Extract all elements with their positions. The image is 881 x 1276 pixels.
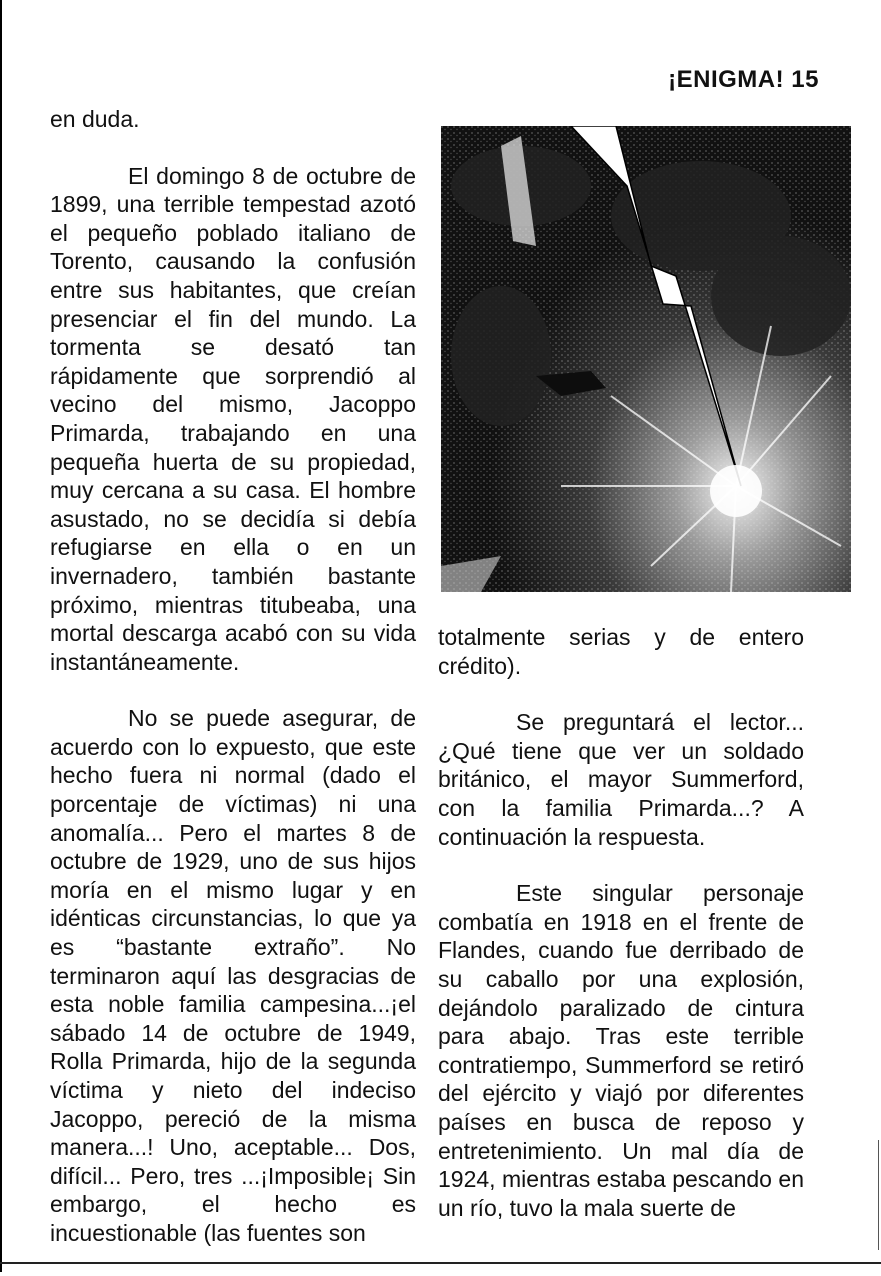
running-header: ¡ENIGMA! 15: [668, 66, 819, 93]
right-column: [438, 623, 804, 1250]
left-paragraph-storm: El domingo 8 de octubre de 1899, una terrible tempestad azotó el pequeño poblado italiano de Torento, causando la confusión entre sus habitantes, que creían presenciar el fin del mundo. La tormenta se desató tan rápidamente que sorprendió al vecino del mismo, Jacoppo Primarda, trabajando en una pequeña huerta de su propiedad, muy cercana a su casa. El hombre asustado, no se decidía si debía refugiarse en ella o en un invernadero, también bastante próximo, mientras titubeaba, una mortal descarga acabó con su vida instantáneamente.: [50, 162, 416, 675]
left-paragraph-anomaly: No se puede asegurar, de acuerdo con lo expuesto, que este hecho fuera ni normal (dado el porcentaje de víctimas) ni una anomalía... Pero el martes 8 de octubre de 1929, uno de sus hijos moría en el mismo lugar y en idénticas circunstancias, lo que ya es “bastante extraño”. No terminaron aquí las desgracias de esta noble familia campesina...¡el sábado 14 de octubre de 1949, Rolla Primarda, hijo de la segunda víctima y nieto del indeciso Jacoppo, pereció de la misma manera...! Uno, aceptable... Dos, difícil... Pero, tres ...¡Imposible¡ Sin embargo, el hecho es incuestionable (las fuentes son: [50, 705, 416, 1246]
right-paragraph-summerford: Este singular personaje combatía en 1918 en el frente de Flandes, cuando fue derribado de su caballo por una explosión, dejándolo paralizado de cintura para abajo. Tras este terrible contratiempo, Summerford se retiró del ejército y viajó por diferentes países en busca de reposo y entretenimiento. Un mal día de 1924, mientras estaba pescando en un río, tuvo la mala suerte de: [438, 880, 804, 1221]
page-right-edge-mark: [878, 1140, 879, 1250]
lightning-strike-illustration: [441, 126, 851, 592]
lightning-illustration-art: [441, 126, 851, 592]
impact-flash: [710, 465, 762, 517]
left-continuation-text: en duda.: [50, 106, 140, 132]
right-paragraph-question: Se preguntará el lector...¿Qué tiene que ver un soldado británico, el mayor Summerford, con la familia Primarda...? A continuación la respuesta.: [438, 709, 804, 850]
left-column: [50, 105, 416, 1276]
right-continuation-text: totalmente serias y de entero crédito).: [438, 624, 804, 679]
page-left-border: [0, 0, 2, 1272]
